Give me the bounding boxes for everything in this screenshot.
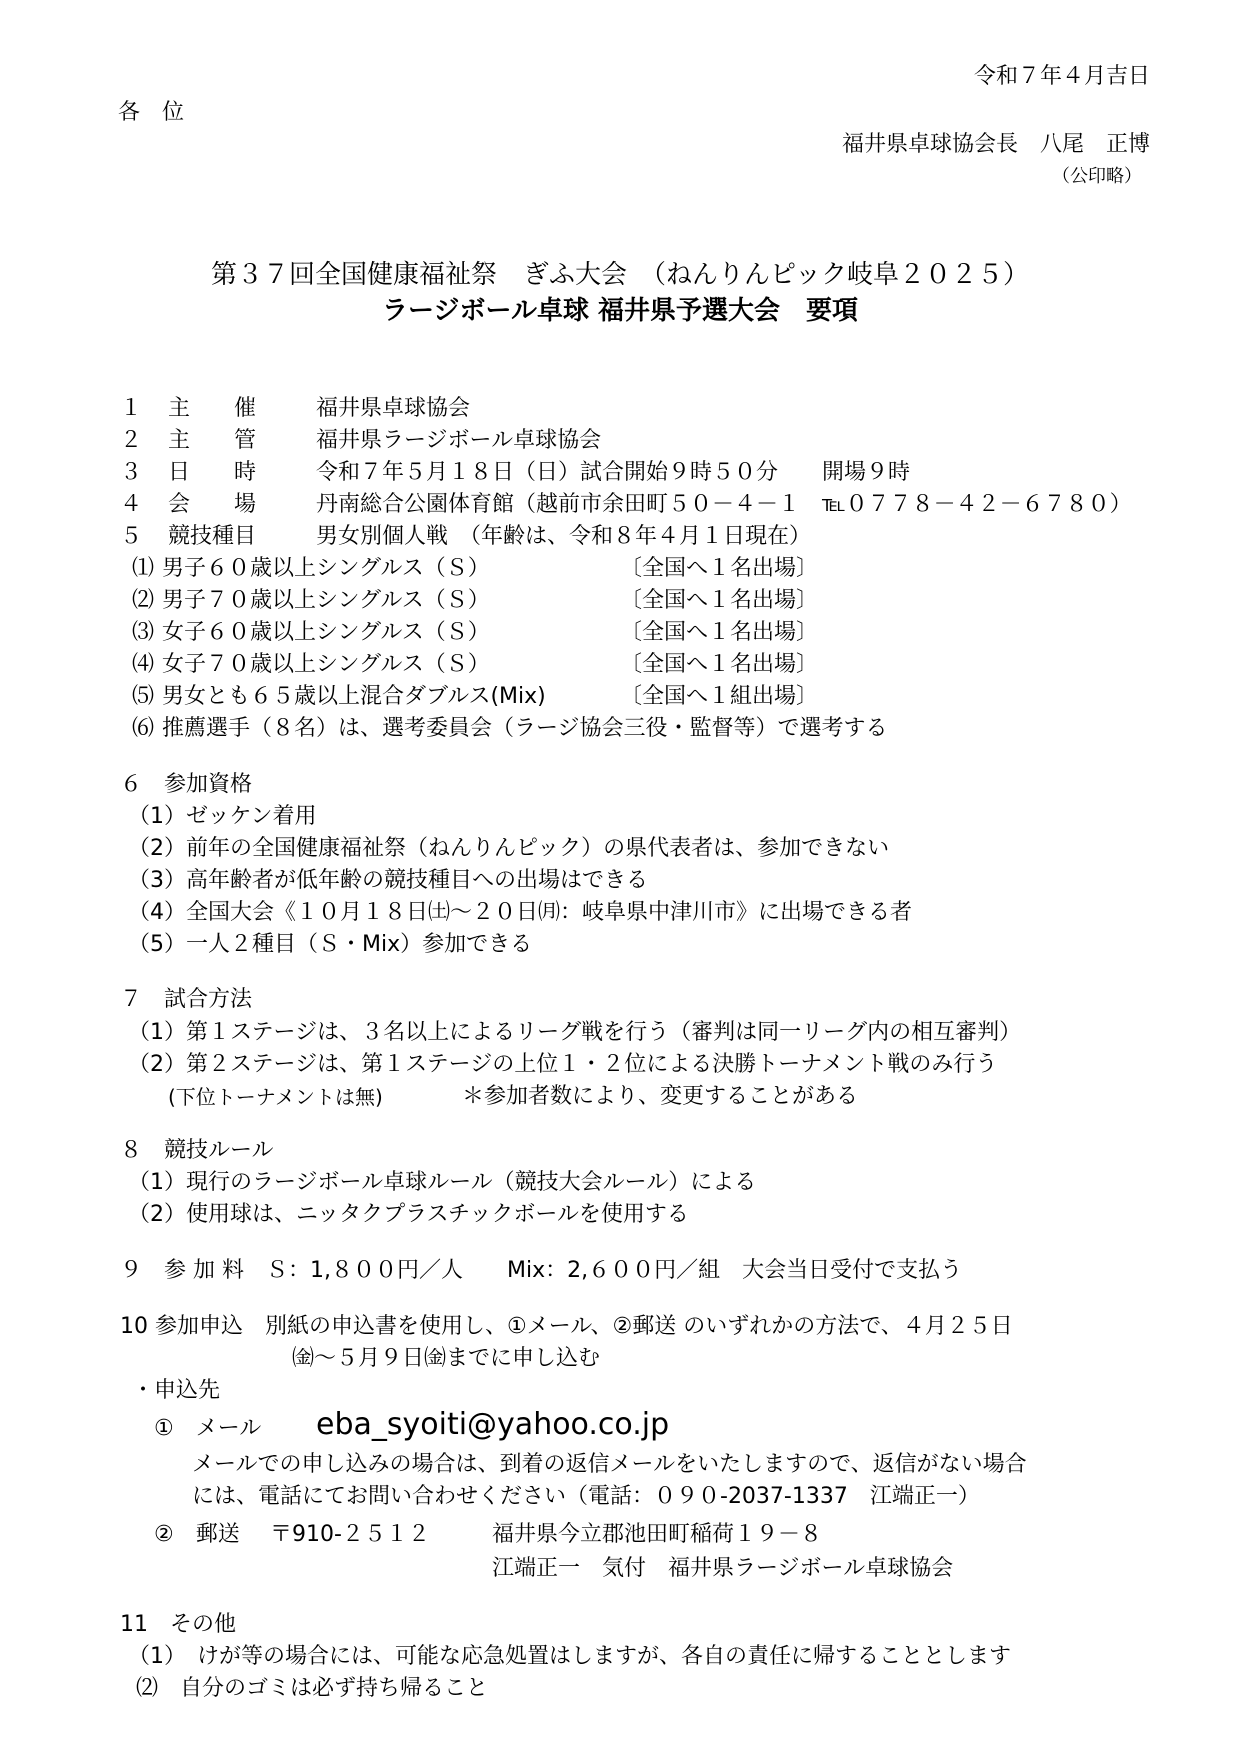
title-line-1: 第３７回全国健康福祉祭 ぎふ大会 （ねんりんピック岐阜２０２５） (211, 260, 1029, 290)
sender: 福井県卓球協会長 八尾 正博 (841, 132, 1150, 157)
application-destination: ・申込先 (132, 1378, 221, 1403)
mail-label: ① メール (154, 1416, 262, 1441)
section-8-line: （2）使用球は、ニッタクプラスチックボールを使用する (128, 1202, 689, 1227)
event-quota: 〔全国へ１名出場〕 (620, 620, 819, 645)
item-label: 競技種目 (168, 524, 257, 549)
item-value: 丹南総合公園体育館（越前市余田町５０－４－１ ℡０７７８－４２－６７８０） (316, 492, 1132, 517)
section-6-heading: ６ 参加資格 (120, 772, 253, 797)
item-number: ２ (120, 428, 143, 453)
event-quota: 〔全国へ１組出場〕 (620, 684, 819, 709)
issue-date: 令和７年４月吉日 (973, 64, 1150, 89)
recipient: 各 位 (118, 100, 185, 125)
section-11-line: （1） けが等の場合には、可能な応急処置はしますが、各自の責任に帰することとします (128, 1644, 1012, 1669)
event-quota: 〔全国へ１名出場〕 (620, 556, 819, 581)
event-number: ⑷ (132, 652, 155, 677)
section-6-line: （5）一人２種目（Ｓ・Mix）参加できる (128, 932, 533, 957)
item-number: ５ (120, 524, 143, 549)
postal-code: 〒910-２５１２ (270, 1522, 430, 1547)
item-value: 福井県卓球協会 (316, 396, 471, 421)
event-number: ⑹ (132, 716, 155, 741)
mail-note-2: には、電話にてお問い合わせください（電話：０９０-2037-1337 江端正一） (192, 1484, 980, 1509)
section-7-line: （2）第２ステージは、第１ステージの上位１・２位による決勝トーナメント戦のみ行う (128, 1052, 998, 1077)
item-number: ４ (120, 492, 143, 517)
section-7-heading: ７ 試合方法 (120, 987, 253, 1012)
event-name: 女子６０歳以上シングルス（Ｓ） (162, 620, 490, 645)
section-10-line-1: 10 参加申込 別紙の申込書を使用し、①メール、②郵送 のいずれかの方法で、４月２５日 (120, 1314, 1013, 1339)
item-label: 会 場 (168, 492, 257, 517)
section-6-line: （2）前年の全国健康福祉祭（ねんりんピック）の県代表者は、参加できない (128, 836, 890, 861)
section-11-line: ⑵ 自分のゴミは必ず持ち帰ること (136, 1676, 489, 1701)
item-label: 日 時 (168, 460, 257, 485)
mail-note-1: メールでの申し込みの場合は、到着の返信メールをいたしますので、返信がない場合 (192, 1452, 1027, 1477)
section-7-note-b: ＊参加者数により、変更することがある (462, 1084, 859, 1109)
contact-email[interactable]: eba_syoiti@yahoo.co.jp (316, 1407, 670, 1442)
event-name: 男女とも６５歳以上混合ダブルス(Mix) (162, 684, 546, 709)
section-8-heading: ８ 競技ルール (120, 1138, 274, 1163)
event-name: 男子６０歳以上シングルス（Ｓ） (162, 556, 490, 581)
item-value: 福井県ラージボール卓球協会 (316, 428, 602, 453)
section-8-line: （1）現行のラージボール卓球ルール（競技大会ルール）による (128, 1170, 757, 1195)
item-number: ３ (120, 460, 143, 485)
event-quota: 〔全国へ１名出場〕 (620, 588, 819, 613)
item-number: １ (120, 396, 143, 421)
event-name: 推薦選手（８名）は、選考委員会（ラージ協会三役・監督等）で選考する (162, 716, 888, 741)
event-name: 男子７０歳以上シングルス（Ｓ） (162, 588, 490, 613)
section-10-line-2: ㈮～５月９日㈮までに申し込む (292, 1346, 601, 1371)
event-number: ⑶ (132, 620, 155, 645)
event-number: ⑴ (132, 556, 155, 581)
item-value: 男女別個人戦 （年齢は、令和８年４月１日現在） (316, 524, 812, 549)
section-9-fee: ９ 参 加 料 Ｓ：1,８００円／人 Mix：2,６００円／組 大会当日受付で支払う (120, 1258, 963, 1283)
event-quota: 〔全国へ１名出場〕 (620, 652, 819, 677)
post-label: ② 郵送 (154, 1522, 240, 1547)
title-line-2: ラージボール卓球 福井県予選大会 要項 (381, 296, 858, 326)
section-6-line: （1）ゼッケン着用 (128, 804, 317, 829)
item-label: 主 催 (168, 396, 257, 421)
section-11-heading: 11 その他 (120, 1612, 236, 1637)
postal-address: 福井県今立郡池田町稲荷１９－８ (492, 1522, 823, 1547)
section-7-note-a: (下位トーナメントは無) (168, 1085, 383, 1109)
item-label: 主 管 (168, 428, 257, 453)
event-number: ⑵ (132, 588, 155, 613)
seal-note: （公印略） (1052, 166, 1142, 187)
item-value: 令和７年５月１８日（日）試合開始９時５０分 開場９時 (316, 460, 911, 485)
postal-care-of: 江端正一 気付 福井県ラージボール卓球協会 (492, 1556, 954, 1581)
event-name: 女子７０歳以上シングルス（Ｓ） (162, 652, 490, 677)
section-6-line: （3）高年齢者が低年齢の競技種目への出場はできる (128, 868, 648, 893)
event-number: ⑸ (132, 684, 155, 709)
section-7-line: （1）第１ステージは、３名以上によるリーグ戦を行う（審判は同一リーグ内の相互審判） (128, 1020, 1022, 1045)
section-6-line: （4）全国大会《１０月１８日㈯～２０日㈪：岐阜県中津川市》に出場できる者 (128, 900, 912, 925)
